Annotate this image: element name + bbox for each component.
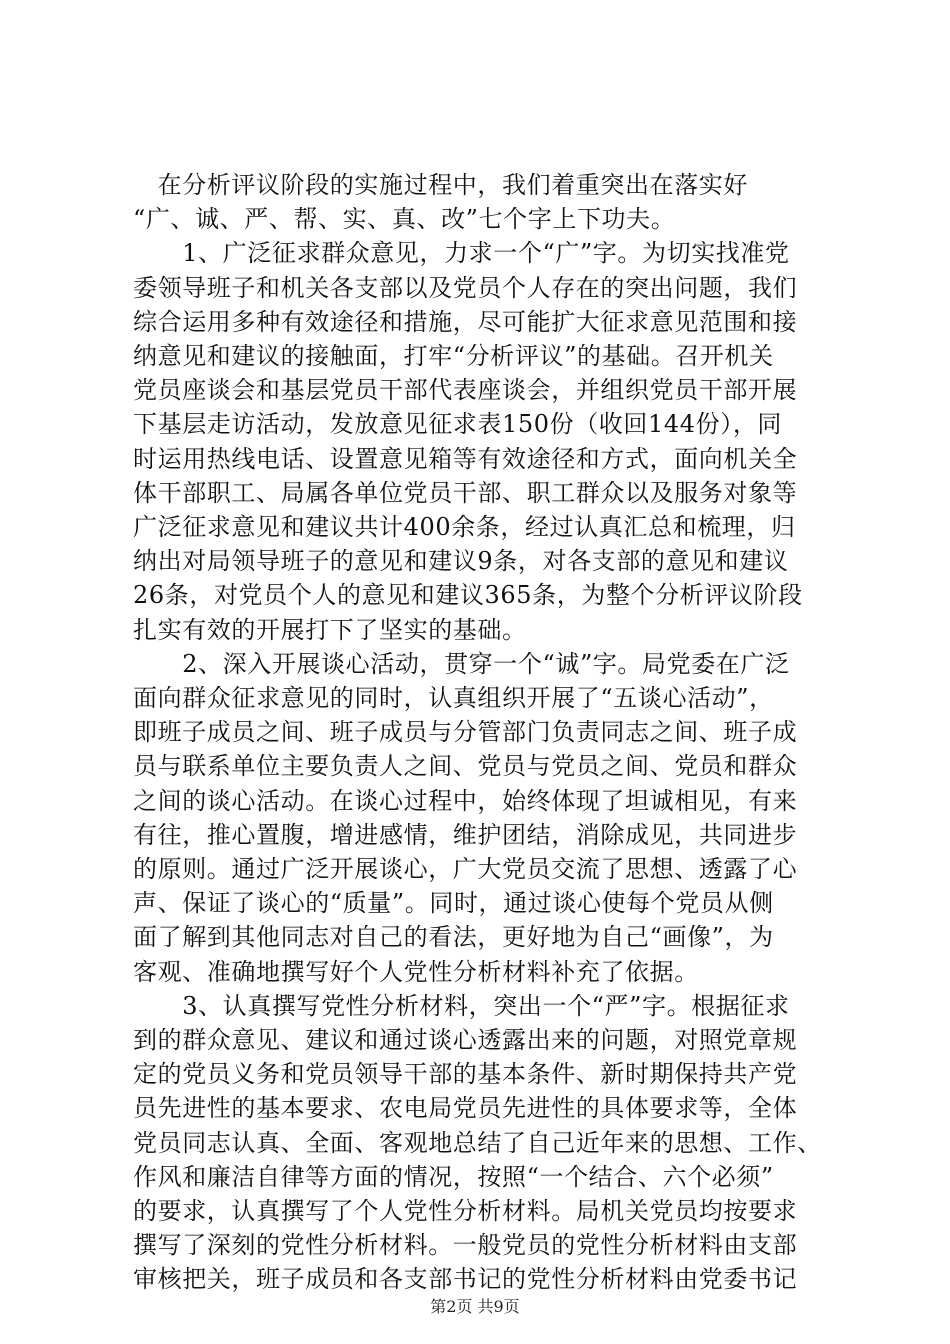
text-line: “广、诚、严、帮、实、真、改”七个字上下功夫。 <box>133 205 676 234</box>
text-line: 党员座谈会和基层党员干部代表座谈会，并组织党员干部开展 <box>133 376 798 405</box>
text-line: 广泛征求意见和建议共计400余条，经过认真汇总和梳理，归 <box>133 513 796 541</box>
text-line: 委领导班子和机关各支部以及党员个人存在的突出问题，我们 <box>133 273 798 302</box>
text-line: 有往，推心置腹，增进感情，维护团结，消除成见，共同进步 <box>133 820 798 849</box>
text-line: 面了解到其他同志对自己的看法，更好地为自己“画像”，为 <box>133 923 774 952</box>
text-line: 体干部职工、局属各单位党员干部、职工群众以及服务对象等 <box>133 478 798 507</box>
text-line: 客观、准确地撰写好个人党性分析材料补充了依据。 <box>133 957 699 986</box>
text-line: 即班子成员之间、班子成员与分管部门负责同志之间、班子成 <box>133 718 798 747</box>
text-line: 下基层走访活动，发放意见征求表150份（收回144份），同 <box>133 410 783 439</box>
text-line: 作风和廉洁自律等方面的情况，按照“一个结合、六个必须” <box>133 1162 774 1191</box>
text-line: 的要求，认真撰写了个人党性分析材料。局机关党员均按要求 <box>133 1197 798 1225</box>
text-line: 审核把关，班子成员和各支部书记的党性分析材料由党委书记 <box>133 1265 798 1294</box>
text-line: 党员同志认真、全面、客观地总结了自己近年来的思想、工作、 <box>133 1128 822 1157</box>
text-line: 的原则。通过广泛开展谈心，广大党员交流了思想、透露了心 <box>133 855 798 883</box>
text-line: 纳出对局领导班子的意见和建议9条，对各支部的意见和建议 <box>133 547 789 576</box>
text-line: 员与联系单位主要负责人之间、党员与党员之间、党员和群众 <box>133 752 798 781</box>
text-line: 3、认真撰写党性分析材料，突出一个“严”字。根据征求 <box>133 991 790 1020</box>
text-line: 员先进性的基本要求、农电局党员先进性的具体要求等，全体 <box>133 1094 798 1123</box>
text-line: 之间的谈心活动。在谈心过程中，始终体现了坦诚相见，有来 <box>133 786 798 815</box>
page-footer: 第2页 共9页 <box>430 1297 520 1316</box>
text-line: 撰写了深刻的党性分析材料。一般党员的党性分析材料由支部 <box>133 1231 798 1260</box>
text-line: 26条，对党员个人的意见和建议365条，为整个分析评议阶段 <box>133 581 803 610</box>
text-line: 1、广泛征求群众意见，力求一个“广”字。为切实找准党 <box>133 239 790 268</box>
text-line: 声、保证了谈心的“质量”。同时，通过谈心使每个党员从侧 <box>133 889 774 918</box>
text-line: 时运用热线电话、设置意见箱等有效途径和方式，面向机关全 <box>133 444 798 473</box>
text-line: 纳意见和建议的接触面，打牢“分析评议”的基础。召开机关 <box>133 342 774 370</box>
text-line: 在分析评议阶段的实施过程中，我们着重突出在落实好 <box>133 171 748 199</box>
text-line: 综合运用多种有效途径和措施，尽可能扩大征求意见范围和接 <box>133 307 798 336</box>
text-line: 2、深入开展谈心活动，贯穿一个“诚”字。局党委在广泛 <box>133 649 790 678</box>
text-line: 扎实有效的开展打下了坚实的基础。 <box>133 615 527 644</box>
text-line: 面向群众征求意见的同时，认真组织开展了“五谈心活动”， <box>133 684 774 712</box>
text-line: 到的群众意见、建议和通过谈心透露出来的问题，对照党章规 <box>133 1026 798 1054</box>
text-line: 定的党员义务和党员领导干部的基本条件、新时期保持共产党 <box>133 1060 798 1089</box>
